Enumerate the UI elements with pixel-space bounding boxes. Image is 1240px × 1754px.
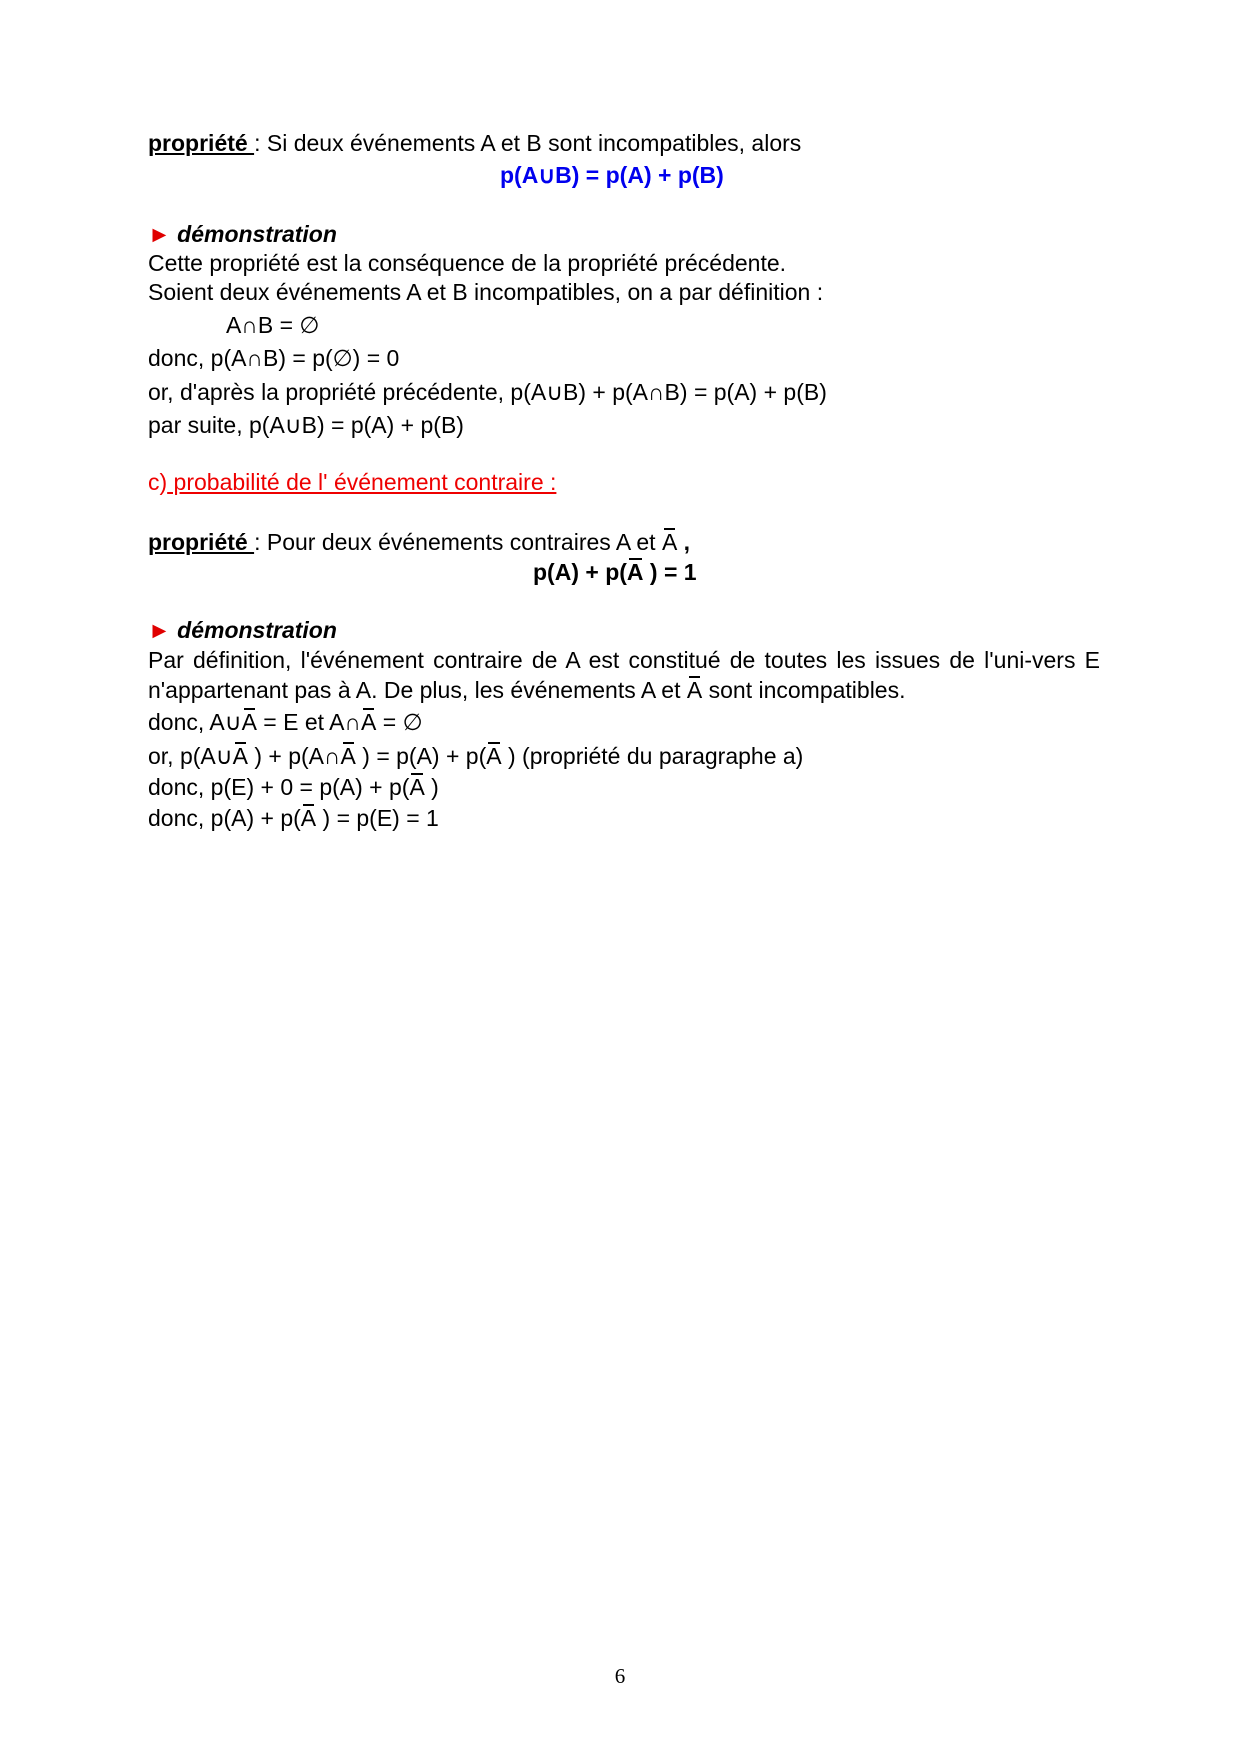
page-number: 6 — [614, 1664, 626, 1688]
demonstration-2-line-2 — [148, 741, 803, 771]
demonstration-1-line-2: Soient deux événements A et B incompatibles, on a par définition : — [148, 279, 824, 305]
section-title: probabilité de l' événement contraire : — [167, 469, 557, 495]
a-bar-symbol: A — [232, 743, 248, 769]
arrow-right-icon: ► — [148, 221, 171, 247]
demonstration-1-line-5: or, d'après la propriété précédente, p(A∪B) + p(A∩B) = p(A) + p(B) — [148, 379, 827, 405]
text-part: donc, p(A) + p( — [148, 805, 301, 831]
text-part: ) (propriété du paragraphe a) — [501, 743, 804, 769]
section-c-heading — [148, 467, 556, 497]
text-part: donc, p(E) + 0 = p(A) + p( — [148, 774, 410, 800]
demonstration-2-line-1 — [148, 707, 423, 737]
property-separator: : — [254, 130, 261, 156]
arrow-right-icon: ► — [148, 617, 171, 643]
a-bar-symbol: A — [626, 559, 644, 585]
text-part: or, p(A∪ — [148, 743, 233, 769]
a-bar-symbol: A — [340, 743, 356, 769]
text-part: ) = p(A) + p( — [355, 743, 487, 769]
demonstration-1-line-3: A∩B = ∅ — [226, 312, 320, 338]
property-label: propriété — [148, 130, 255, 156]
property-1-formula: p(A∪B) = p(A) + p(B) — [500, 162, 724, 188]
property-text: Si deux événements A et B sont incompatibles, alors — [260, 130, 802, 156]
demonstration-title: démonstration — [170, 617, 337, 643]
a-bar-symbol: A — [486, 743, 502, 769]
section-prefix: c) — [148, 469, 168, 495]
property-separator: : — [254, 529, 261, 555]
text-part: = ∅ — [376, 709, 423, 735]
demonstration-2-paragraph — [148, 645, 1100, 705]
property-comma: , — [677, 529, 691, 555]
demonstration-2-line-3 — [148, 772, 439, 802]
demonstration-1-line-4: donc, p(A∩B) = p(∅) = 0 — [148, 345, 400, 371]
a-bar-symbol: A — [361, 709, 377, 735]
paragraph-text-end: sont incompatibles. — [702, 677, 906, 703]
formula-part: ) = 1 — [643, 559, 697, 585]
demonstration-2-line-4 — [148, 803, 439, 833]
text-part: = E et A∩ — [256, 709, 362, 735]
demonstration-1-heading — [148, 219, 337, 249]
text-part: donc, A∪ — [148, 709, 242, 735]
demonstration-title: démonstration — [170, 221, 337, 247]
property-label: propriété — [148, 529, 255, 555]
a-bar-symbol: A — [300, 805, 317, 831]
a-bar-symbol: A — [686, 677, 703, 703]
text-part: ) = p(E) = 1 — [316, 805, 439, 831]
demonstration-1-line-1: Cette propriété est la conséquence de la propriété précédente. — [148, 250, 787, 276]
text-part: ) — [424, 774, 439, 800]
a-bar-symbol: A — [409, 774, 425, 800]
property-2-statement — [148, 527, 690, 557]
a-bar-symbol: A — [241, 709, 257, 735]
demonstration-2-heading — [148, 615, 337, 645]
demonstration-1-line-6: par suite, p(A∪B) = p(A) + p(B) — [148, 412, 464, 438]
text-part: ) + p(A∩ — [247, 743, 341, 769]
paragraph-text: Par définition, l'événement contraire de A est constitué de toutes les issues de l'uni-vers E n'appartenant pas à A. De plus, les événements A et — [148, 647, 1100, 703]
formula-part: p(A) + p( — [533, 559, 627, 585]
property-1-statement — [148, 128, 801, 158]
property-2-formula — [533, 557, 697, 587]
a-bar-symbol: A — [661, 529, 678, 555]
property-text: Pour deux événements contraires A et — [260, 529, 662, 555]
